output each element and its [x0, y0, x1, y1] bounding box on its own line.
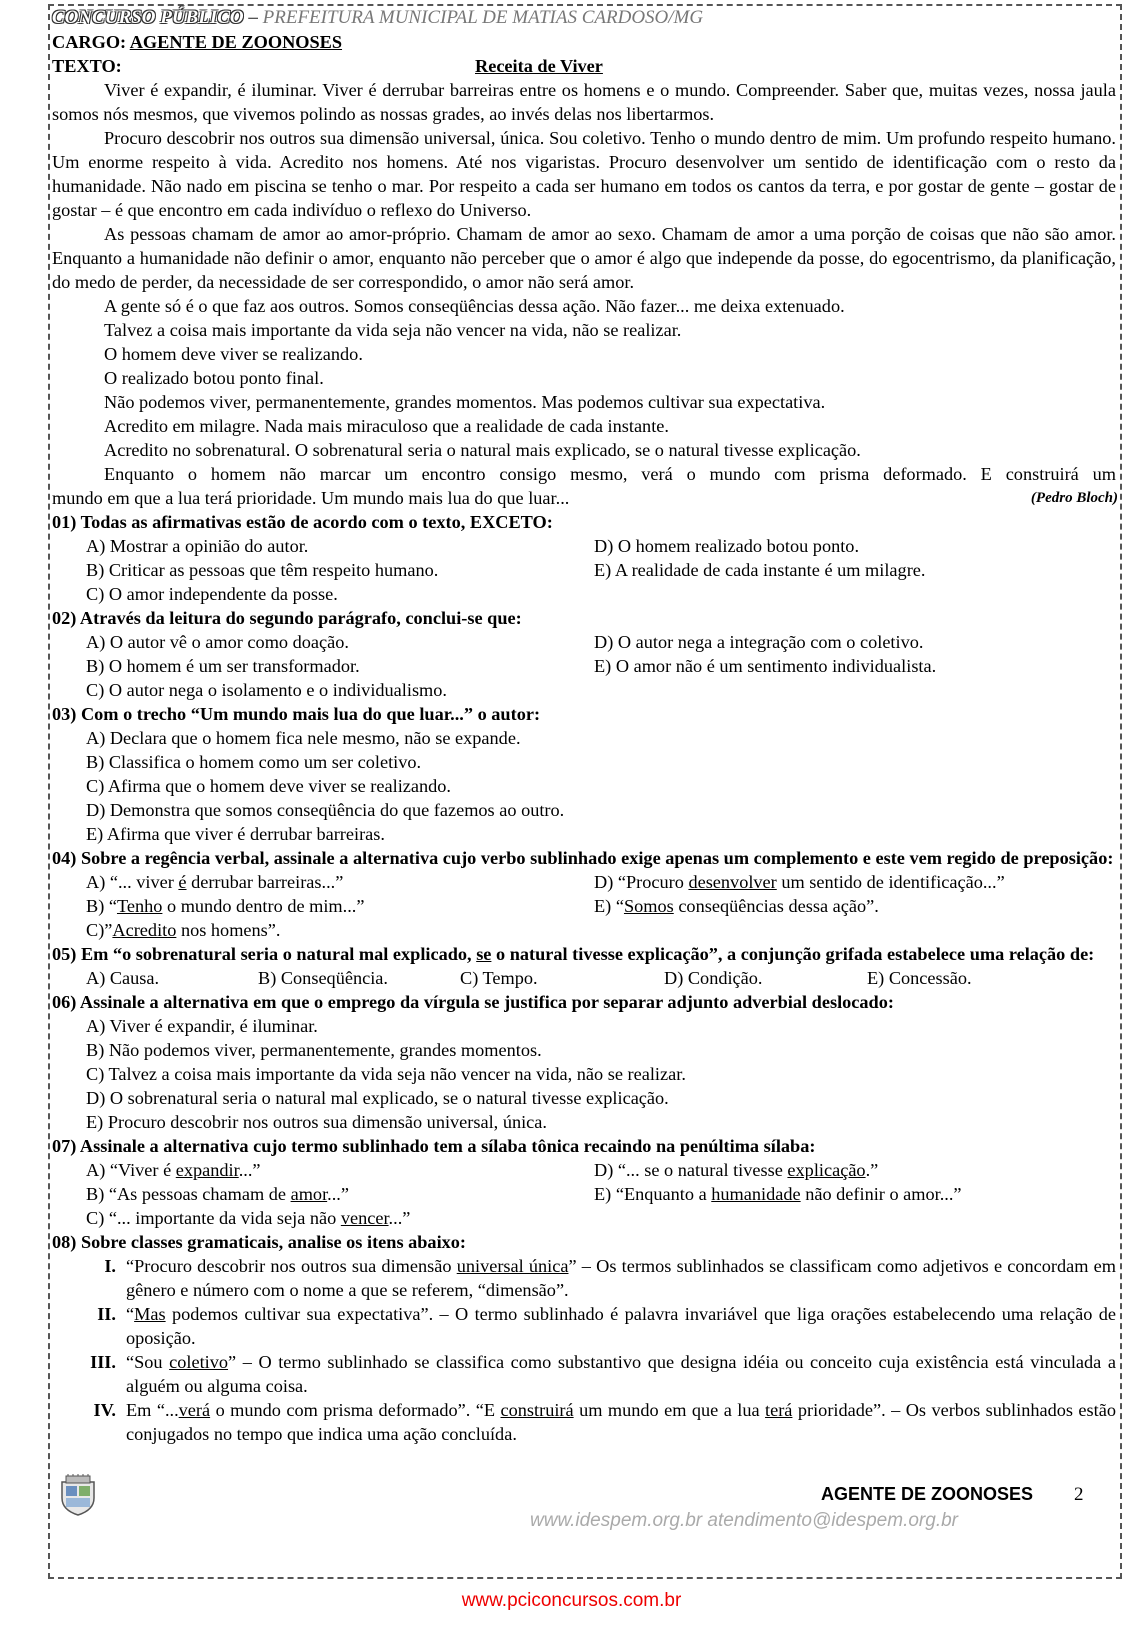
concurso-label: CONCURSO PÚBLICO	[52, 7, 244, 28]
question-08-title: 08) Sobre classes gramaticais, analise os itens abaixo:	[52, 1232, 467, 1252]
option-d: D) Condição.	[664, 968, 763, 988]
option-c: C) Afirma que o homem deve viver se realizando.	[86, 776, 451, 796]
question-07-title: 07) Assinale a alternativa cujo termo sublinhado tem a sílaba tônica recaindo na penúltima sílaba:	[52, 1136, 816, 1156]
question-01-options	[52, 534, 1116, 606]
text-paragraph: A gente só é o que faz aos outros. Somos conseqüências dessa ação. Não fazer... me deixa extenuado.	[104, 296, 845, 316]
text-paragraph: Acredito no sobrenatural. O sobrenatural seria o natural mais explicado, se o natural tivesse explicação.	[104, 440, 861, 460]
option-c: C)”Acredito nos homens”.	[86, 920, 281, 940]
footer-title: AGENTE DE ZOONOSES	[821, 1484, 1034, 1504]
option-a: A) O autor vê o amor como doação.	[86, 632, 349, 652]
cargo-label: CARGO:	[52, 32, 127, 52]
option-c: C) O amor independente da posse.	[86, 584, 338, 604]
option-c: C) O autor nega o isolamento e o individualismo.	[86, 680, 447, 700]
idespem-footer-link[interactable]: www.idespem.org.br atendimento@idespem.org.br	[530, 1510, 958, 1531]
page-number: 2	[1074, 1484, 1084, 1505]
option-e: E) “Enquanto a humanidade não definir o amor...”	[594, 1184, 962, 1204]
option-d: D) O sobrenatural seria o natural mal explicado, se o natural tivesse explicação.	[86, 1088, 669, 1108]
option-e: E) Concessão.	[867, 968, 972, 988]
header-dash: –	[248, 7, 258, 28]
option-e: E) O amor não é um sentimento individualista.	[594, 656, 937, 676]
texto-label: TEXTO:	[52, 56, 122, 76]
option-e: E) Afirma que viver é derrubar barreiras.	[86, 824, 385, 844]
option-c: C) Talvez a coisa mais importante da vida seja não vencer na vida, não se realizar.	[86, 1064, 686, 1084]
municipal-crest-icon	[58, 1474, 98, 1516]
question-06-title: 06) Assinale a alternativa em que o emprego da vírgula se justifica por separar adjunto adverbial deslocado:	[52, 992, 894, 1012]
exam-page	[52, 6, 1116, 1446]
question-05-title: 05) Em “o sobrenatural seria o natural mal explicado, se o natural tivesse explicação”, a conjunção grifada estabelece uma relação de:	[52, 944, 1095, 964]
option-c: C) Tempo.	[460, 968, 538, 988]
question-02-options	[52, 630, 1116, 702]
question-04-options	[52, 870, 1116, 942]
texto-line	[52, 54, 1116, 78]
question-02-title: 02) Através da leitura do segundo parágrafo, conclui-se que:	[52, 608, 522, 628]
text-title: Receita de Viver	[475, 56, 603, 76]
option-b: B) “Tenho o mundo dentro de mim...”	[86, 896, 365, 916]
option-b: B) O homem é um ser transformador.	[86, 656, 360, 676]
option-b: B) Conseqüência.	[258, 968, 388, 988]
question-04-title: 04) Sobre a regência verbal, assinale a alternativa cujo verbo sublinhado exige apenas um complemento e este vem regido de preposição:	[52, 848, 1114, 868]
option-b: B) Classifica o homem como um ser coletivo.	[86, 752, 422, 772]
text-paragraph: O homem deve viver se realizando.	[104, 344, 363, 364]
prefeitura-label: PREFEITURA MUNICIPAL DE MATIAS CARDOSO/MG	[262, 7, 704, 28]
text-last-line	[52, 486, 1116, 510]
option-b: B) “As pessoas chamam de amor...”	[86, 1184, 349, 1204]
cargo-line	[52, 30, 1116, 54]
option-b: B) Não podemos viver, permanentemente, grandes momentos.	[86, 1040, 542, 1060]
option-a: A) “Viver é expandir...”	[86, 1160, 261, 1180]
text-paragraph: Viver é expandir, é iluminar. Viver é derrubar barreiras entre os homens e o mundo. Compreender. Saber que, muitas vezes, nossa jaula somos nós mesmos, que vivemos polindo as nossas grades, ao invés delas nos libertarmos.	[52, 80, 1116, 124]
text-paragraph: Talvez a coisa mais importante da vida seja não vencer na vida, não se realizar.	[104, 320, 682, 340]
cargo-value: AGENTE DE ZOONOSES	[129, 32, 343, 52]
question-05-options	[52, 966, 1116, 990]
option-d: D) Demonstra que somos conseqüência do que fazemos ao outro.	[86, 800, 565, 820]
question-03-title: 03) Com o trecho “Um mundo mais lua do que luar...” o autor:	[52, 704, 541, 724]
question-07-options	[52, 1158, 1116, 1230]
page-header	[52, 6, 1116, 30]
item-iii: III. “Sou coletivo” – O termo sublinhado se classifica como substantivo que designa idéia ou conceito cuja existência está vinculada a alguém ou alguma coisa.	[90, 1352, 1116, 1396]
option-a: A) Mostrar a opinião do autor.	[86, 536, 309, 556]
option-e: E) A realidade de cada instante é um milagre.	[594, 560, 926, 580]
text-paragraph: Procuro descobrir nos outros sua dimensão universal, única. Sou coletivo. Tenho o mundo dentro de mim. Um profundo respeito humano. Um enorme respeito à vida. Acredito nos homens. Até nos vigaristas. Procuro desenvolver um sentido de identificação com o resto da humanidade. Não nado em piscina se tenho o mar. Por respeito a cada ser humano em todos os cantos da terra, e por gostar de gente – gostar de gostar – é que encontro em cada indivíduo o reflexo do Universo.	[52, 128, 1116, 220]
text-author: (Pedro Bloch)	[1030, 490, 1118, 506]
question-01-title: 01) Todas as afirmativas estão de acordo com o texto, EXCETO:	[52, 512, 553, 532]
option-e: E) “Somos conseqüências dessa ação”.	[594, 896, 879, 916]
item-i: I. “Procuro descobrir nos outros sua dimensão universal única” – Os termos sublinhados se classificam como adjetivos e concordam em gênero e número com o nome a que se referem, “dimensão”.	[104, 1256, 1117, 1300]
option-d: D) O homem realizado botou ponto.	[594, 536, 860, 556]
option-a: A) Viver é expandir, é iluminar.	[86, 1016, 318, 1036]
text-paragraph-end: mundo em que a lua terá prioridade. Um mundo mais lua do que luar...	[52, 488, 570, 508]
option-d: D) “Procuro desenvolver um sentido de identificação...”	[594, 872, 1005, 892]
option-a: A) “... viver é derrubar barreiras...”	[86, 872, 344, 892]
option-e: E) Procuro descobrir nos outros sua dimensão universal, única.	[86, 1112, 547, 1132]
option-d: D) “... se o natural tivesse explicação.”	[594, 1160, 879, 1180]
item-ii: II. “Mas podemos cultivar sua expectativa”. – O termo sublinhado é palavra invariável que liga orações estabelecendo uma relação de oposição.	[97, 1304, 1116, 1348]
text-paragraph: Enquanto o homem não marcar um encontro consigo mesmo, verá o mundo com prisma deformado. E construirá um	[104, 464, 1116, 484]
item-iv: IV. Em “...verá o mundo com prisma deformado”. “E construirá um mundo em que a lua terá prioridade”. – Os verbos sublinhados estão conjugados no tempo que indica uma ação concluída.	[93, 1400, 1116, 1444]
pciconcursos-link[interactable]: www.pciconcursos.com.br	[461, 1590, 682, 1611]
option-d: D) O autor nega a integração com o coletivo.	[594, 632, 924, 652]
text-paragraph: Acredito em milagre. Nada mais miraculoso que a realidade de cada instante.	[104, 416, 669, 436]
text-paragraph: As pessoas chamam de amor ao amor-próprio. Chamam de amor ao sexo. Chamam de amor a uma porção de coisas que não são amor. Enquanto a humanidade não definir o amor, enquanto não perceber que o amor é algo que independe da posse, do egocentrismo, da planificação, do medo de perder, da necessidade de ser correspondido, o amor não será amor.	[52, 224, 1116, 292]
text-paragraph: Não podemos viver, permanentemente, grandes momentos. Mas podemos cultivar sua expectativa.	[104, 392, 826, 412]
option-a: A) Causa.	[86, 968, 160, 988]
text-paragraph: O realizado botou ponto final.	[104, 368, 324, 388]
option-c: C) “... importante da vida seja não vencer...”	[86, 1208, 411, 1228]
option-b: B) Criticar as pessoas que têm respeito humano.	[86, 560, 439, 580]
option-a: A) Declara que o homem fica nele mesmo, não se expande.	[86, 728, 521, 748]
